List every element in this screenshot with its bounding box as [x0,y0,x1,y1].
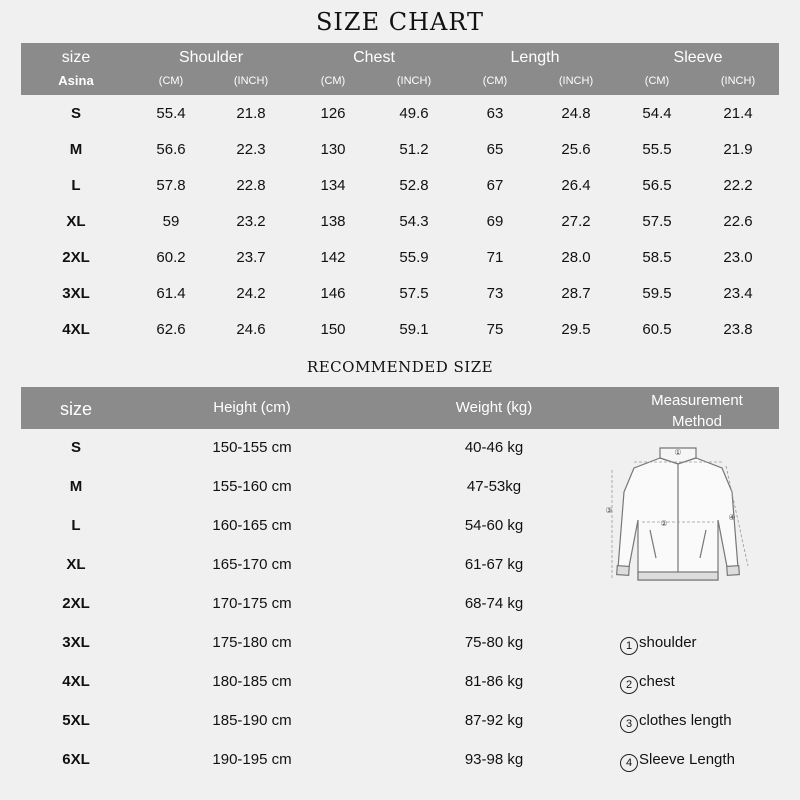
size-label: 3XL [62,285,90,302]
measurement-cell: 49.6 [399,105,429,122]
measurement-cell: 26.4 [561,177,591,194]
size-label: 3XL [62,634,90,651]
weight-cell: 87-92 kg [464,712,524,729]
measurement-cell: 55.5 [642,141,672,158]
measurement-cell: 75 [486,321,504,338]
measurement-cell: 63 [486,105,504,122]
size-chart-row [21,312,779,348]
header-chest-cm: (CM) [320,75,346,87]
legend-item [620,712,732,733]
size-chart-title: SIZE CHART [315,8,485,36]
weight-cell: 40-46 kg [464,439,524,456]
recommended-row [21,702,581,741]
measurement-cell: 23.7 [236,249,266,266]
weight-cell: 93-98 kg [464,751,524,768]
header-chest-inch: (INCH) [396,75,432,87]
measurement-cell: 73 [486,285,504,302]
header-shoulder-inch: (INCH) [233,75,269,87]
recommended-row [21,624,581,663]
measurement-cell: 65 [486,141,504,158]
recommended-size-title: RECOMMENDED SIZE [306,358,494,376]
measurement-cell: 27.2 [561,213,591,230]
measurement-cell: 56.6 [156,141,186,158]
size-chart-row [21,276,779,312]
height-cell: 190-195 cm [212,751,292,768]
legend-item [620,751,735,772]
legend-number: 2 [620,676,638,694]
header-length-cm: (CM) [482,75,508,87]
measurement-cell: 142 [320,249,346,266]
size-label: 4XL [62,673,90,690]
size-label: 4XL [62,321,90,338]
measurement-cell: 52.8 [399,177,429,194]
header-sleeve-cm: (CM) [644,75,670,87]
measurement-cell: 25.6 [561,141,591,158]
measurement-cell: 22.3 [236,141,266,158]
size-label: 5XL [62,712,90,729]
measurement-cell: 59.5 [642,285,672,302]
measurement-cell: 29.5 [561,321,591,338]
height-cell: 185-190 cm [212,712,292,729]
rec-header-height: Height (cm) [213,399,291,416]
rec-header-weight: Weight (kg) [455,399,533,416]
size-chart-row [21,204,779,240]
measurement-cell: 22.2 [723,177,753,194]
recommended-row [21,468,581,507]
measurement-cell: 62.6 [156,321,186,338]
legend-label: clothes length [639,712,732,729]
measurement-cell: 60.2 [156,249,186,266]
measurement-cell: 23.2 [236,213,266,230]
diagram-mark-2: ② [660,519,668,528]
size-chart-row [21,132,779,168]
height-cell: 155-160 cm [212,478,292,495]
size-label: 2XL [62,595,90,612]
header-size: size [61,49,91,66]
size-label: XL [66,556,86,573]
header-chest: Chest [353,49,395,66]
measurement-cell: 146 [320,285,346,302]
size-chart-row [21,168,779,204]
measurement-cell: 58.5 [642,249,672,266]
rec-header-method: Measurement Method [651,392,743,430]
recommended-row [21,546,581,585]
measurement-cell: 28.7 [561,285,591,302]
measurement-cell: 21.9 [723,141,753,158]
height-cell: 175-180 cm [212,634,292,651]
measurement-cell: 57.8 [156,177,186,194]
measurement-cell: 67 [486,177,504,194]
measurement-cell: 71 [486,249,504,266]
measurement-cell: 59.1 [399,321,429,338]
size-label: M [69,478,83,495]
weight-cell: 61-67 kg [464,556,524,573]
measurement-cell: 130 [320,141,346,158]
recommended-row [21,507,581,546]
measurement-cell: 21.4 [723,105,753,122]
size-label: L [71,177,81,194]
diagram-mark-1: ① [674,448,682,457]
measurement-cell: 28.0 [561,249,591,266]
recommended-row [21,585,581,624]
legend-label: Sleeve Length [639,751,735,768]
weight-cell: 54-60 kg [464,517,524,534]
weight-cell: 81-86 kg [464,673,524,690]
size-label: 6XL [62,751,90,768]
header-sleeve-inch: (INCH) [720,75,756,87]
height-cell: 180-185 cm [212,673,292,690]
legend-label: shoulder [639,634,697,651]
measurement-cell: 23.4 [723,285,753,302]
legend-number: 4 [620,754,638,772]
legend-number: 3 [620,715,638,733]
size-chart-row [21,240,779,276]
size-label: S [70,439,82,456]
measurement-cell: 69 [486,213,504,230]
rec-header-size: size [59,399,93,419]
measurement-cell: 57.5 [642,213,672,230]
measurement-cell: 24.8 [561,105,591,122]
weight-cell: 68-74 kg [464,595,524,612]
size-label: XL [66,213,86,230]
measurement-cell: 22.6 [723,213,753,230]
measurement-cell: 60.5 [642,321,672,338]
diagram-mark-4: ④ [728,513,736,522]
jacket-measurement-diagram [598,440,758,600]
measurement-cell: 51.2 [399,141,429,158]
measurement-cell: 126 [320,105,346,122]
size-chart-row [21,96,779,132]
measurement-cell: 54.3 [399,213,429,230]
diagram-mark-3: ③ [605,506,613,515]
recommended-row [21,741,581,780]
legend-item [620,673,675,694]
header-length: Length [510,49,560,66]
legend-item [620,634,697,655]
header-asina: Asina [58,73,94,88]
size-label: M [69,141,83,158]
weight-cell: 75-80 kg [464,634,524,651]
measurement-cell: 24.2 [236,285,266,302]
measurement-cell: 138 [320,213,346,230]
measurement-cell: 23.8 [723,321,753,338]
legend-number: 1 [620,637,638,655]
size-label: 2XL [62,249,90,266]
header-sleeve: Sleeve [673,49,723,66]
height-cell: 165-170 cm [212,556,292,573]
measurement-cell: 23.0 [723,249,753,266]
measurement-cell: 24.6 [236,321,266,338]
recommended-header [21,387,779,429]
legend-label: chest [639,673,675,690]
measurement-cell: 59 [162,213,180,230]
recommended-row [21,429,581,468]
header-length-inch: (INCH) [558,75,594,87]
measurement-cell: 54.4 [642,105,672,122]
size-label: L [71,517,81,534]
weight-cell: 47-53kg [466,478,522,495]
size-chart-header [21,43,779,95]
height-cell: 150-155 cm [212,439,292,456]
measurement-cell: 56.5 [642,177,672,194]
header-shoulder-cm: (CM) [158,75,184,87]
measurement-cell: 55.9 [399,249,429,266]
measurement-cell: 61.4 [156,285,186,302]
measurement-cell: 134 [320,177,346,194]
measurement-cell: 57.5 [399,285,429,302]
height-cell: 160-165 cm [212,517,292,534]
measurement-cell: 22.8 [236,177,266,194]
recommended-row [21,663,581,702]
measurement-cell: 21.8 [236,105,266,122]
measurement-cell: 55.4 [156,105,186,122]
header-shoulder: Shoulder [178,49,244,66]
size-label: S [70,105,82,122]
height-cell: 170-175 cm [212,595,292,612]
measurement-cell: 150 [320,321,346,338]
